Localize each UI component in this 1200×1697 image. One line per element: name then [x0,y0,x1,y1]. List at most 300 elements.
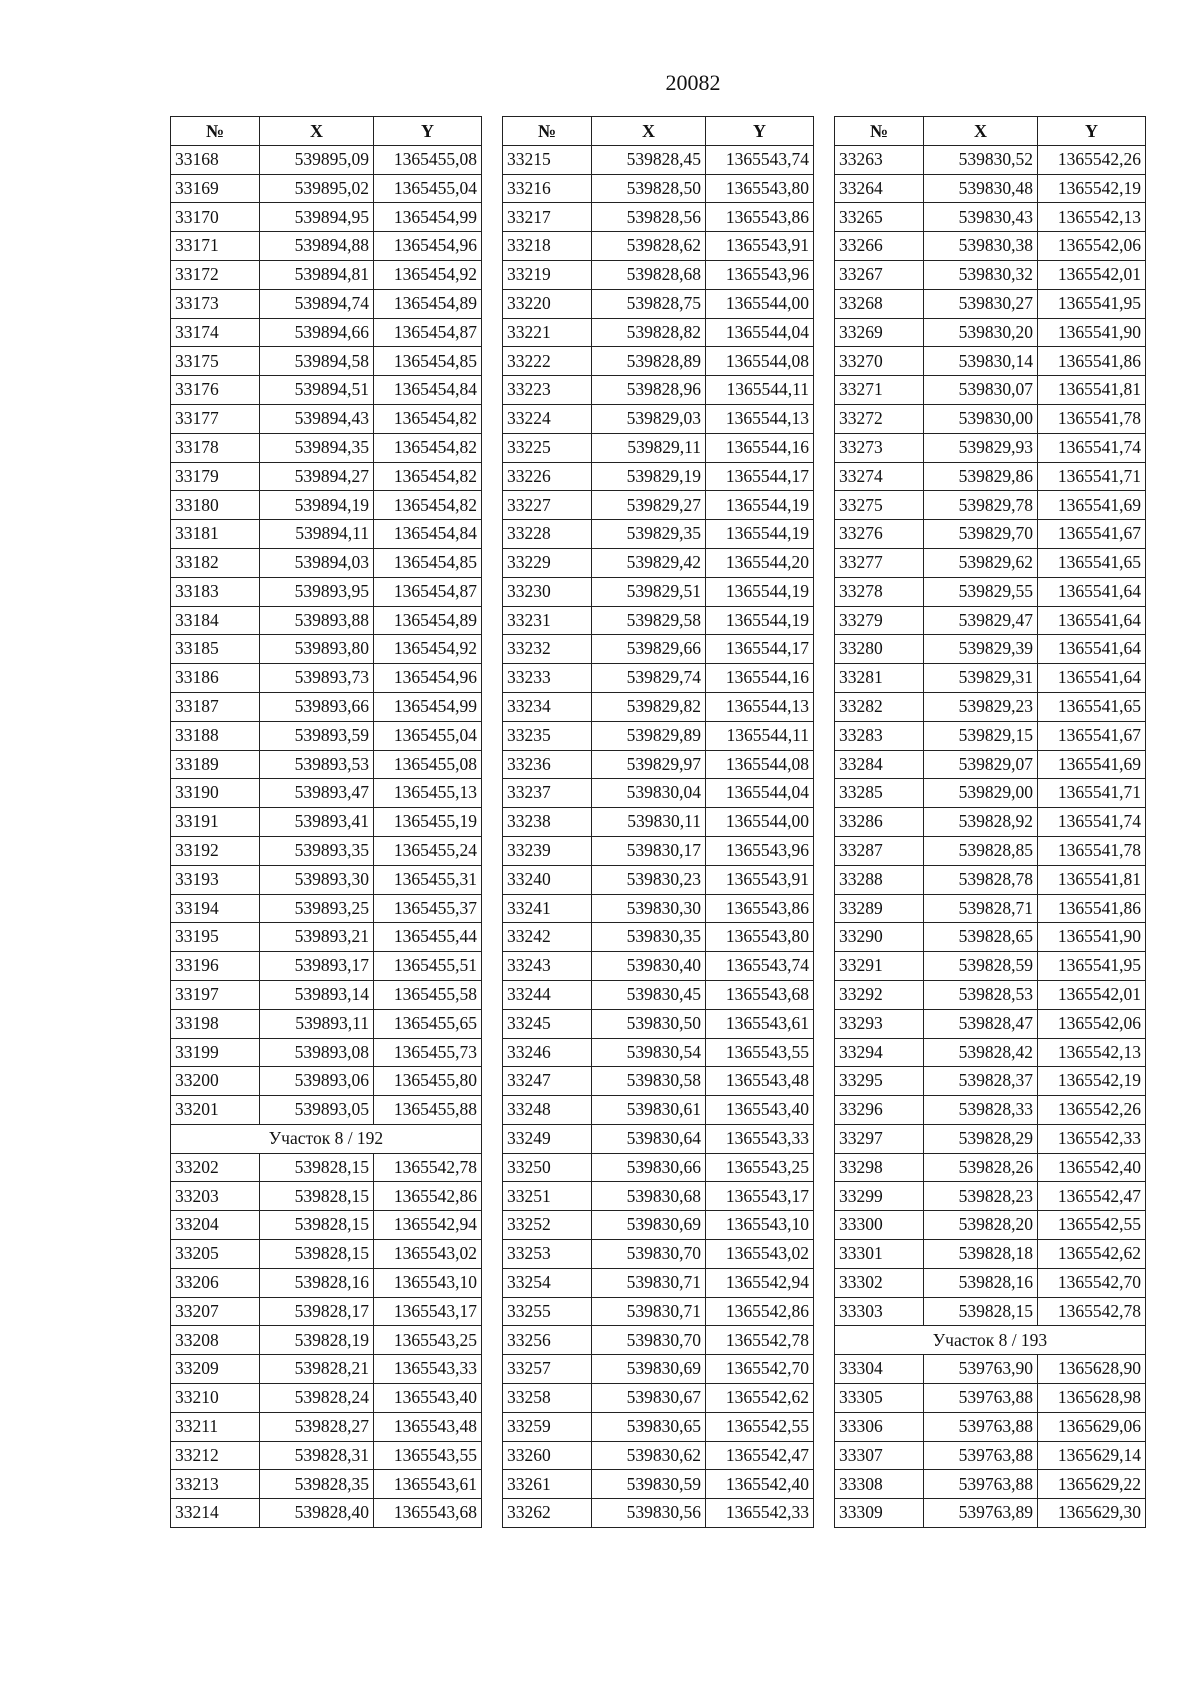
point-number-cell: 33236 [503,750,592,779]
y-coordinate-cell: 1365541,71 [1038,462,1146,491]
x-coordinate-cell: 539830,52 [924,145,1038,174]
y-coordinate-cell: 1365543,74 [706,952,814,981]
table-row [171,491,482,520]
table-row [835,692,1146,721]
y-coordinate-cell: 1365544,19 [706,491,814,520]
table-row [835,1412,1146,1441]
table-row [503,1153,814,1182]
x-coordinate-cell: 539893,88 [260,606,374,635]
y-coordinate-cell: 1365455,19 [374,808,482,837]
point-number-cell: 33244 [503,980,592,1009]
point-number-cell: 33188 [171,721,260,750]
table-row [503,635,814,664]
x-coordinate-cell: 539830,14 [924,347,1038,376]
x-coordinate-cell: 539893,17 [260,952,374,981]
table-row [835,1297,1146,1326]
point-number-cell: 33227 [503,491,592,520]
table-row [835,1009,1146,1038]
table-header-row [171,117,482,146]
y-coordinate-cell: 1365542,78 [706,1326,814,1355]
section-label: Участок 8 / 192 [171,1124,482,1153]
point-number-cell: 33253 [503,1240,592,1269]
table-row [503,1412,814,1441]
x-coordinate-cell: 539830,61 [592,1096,706,1125]
x-coordinate-cell: 539830,70 [592,1240,706,1269]
y-coordinate-cell: 1365542,33 [1038,1124,1146,1153]
x-coordinate-cell: 539893,35 [260,836,374,865]
x-coordinate-cell: 539893,66 [260,692,374,721]
point-number-cell: 33229 [503,548,592,577]
y-coordinate-cell: 1365454,87 [374,318,482,347]
header-x: X [260,117,374,146]
y-coordinate-cell: 1365541,78 [1038,836,1146,865]
x-coordinate-cell: 539830,43 [924,203,1038,232]
table-row [835,433,1146,462]
x-coordinate-cell: 539828,85 [924,836,1038,865]
y-coordinate-cell: 1365542,40 [706,1470,814,1499]
point-number-cell: 33189 [171,750,260,779]
point-number-cell: 33199 [171,1038,260,1067]
point-number-cell: 33183 [171,577,260,606]
point-number-cell: 33279 [835,606,924,635]
x-coordinate-cell: 539828,18 [924,1240,1038,1269]
x-coordinate-cell: 539895,09 [260,145,374,174]
x-coordinate-cell: 539828,17 [260,1297,374,1326]
point-number-cell: 33267 [835,260,924,289]
section-row [171,1124,482,1153]
table-row [171,664,482,693]
point-number-cell: 33187 [171,692,260,721]
y-coordinate-cell: 1365543,80 [706,923,814,952]
y-coordinate-cell: 1365454,84 [374,520,482,549]
y-coordinate-cell: 1365454,82 [374,404,482,433]
point-number-cell: 33173 [171,289,260,318]
x-coordinate-cell: 539829,47 [924,606,1038,635]
table-row [835,1067,1146,1096]
y-coordinate-cell: 1365455,13 [374,779,482,808]
x-coordinate-cell: 539893,08 [260,1038,374,1067]
x-coordinate-cell: 539828,16 [260,1268,374,1297]
table-row [503,1355,814,1384]
x-coordinate-cell: 539828,96 [592,376,706,405]
table-row [503,433,814,462]
x-coordinate-cell: 539828,15 [260,1240,374,1269]
x-coordinate-cell: 539830,62 [592,1441,706,1470]
point-number-cell: 33262 [503,1499,592,1528]
table-row [835,808,1146,837]
table-row [835,894,1146,923]
x-coordinate-cell: 539830,00 [924,404,1038,433]
table-row [835,1384,1146,1413]
point-number-cell: 33206 [171,1268,260,1297]
point-number-cell: 33209 [171,1355,260,1384]
table-row [171,894,482,923]
y-coordinate-cell: 1365454,96 [374,232,482,261]
y-coordinate-cell: 1365544,11 [706,721,814,750]
x-coordinate-cell: 539894,95 [260,203,374,232]
y-coordinate-cell: 1365542,86 [706,1297,814,1326]
y-coordinate-cell: 1365543,74 [706,145,814,174]
x-coordinate-cell: 539828,50 [592,174,706,203]
table-row [503,1211,814,1240]
table-row [835,779,1146,808]
table-row [503,145,814,174]
y-coordinate-cell: 1365543,40 [706,1096,814,1125]
point-number-cell: 33264 [835,174,924,203]
y-coordinate-cell: 1365543,68 [374,1499,482,1528]
point-number-cell: 33296 [835,1096,924,1125]
table-row [835,260,1146,289]
table-row [835,404,1146,433]
point-number-cell: 33178 [171,433,260,462]
x-coordinate-cell: 539830,17 [592,836,706,865]
point-number-cell: 33266 [835,232,924,261]
table-row [171,808,482,837]
table-row [503,1268,814,1297]
y-coordinate-cell: 1365544,08 [706,347,814,376]
x-coordinate-cell: 539893,47 [260,779,374,808]
y-coordinate-cell: 1365543,40 [374,1384,482,1413]
x-coordinate-cell: 539829,93 [924,433,1038,462]
table-row [503,750,814,779]
point-number-cell: 33193 [171,865,260,894]
x-coordinate-cell: 539828,62 [592,232,706,261]
y-coordinate-cell: 1365543,55 [706,1038,814,1067]
x-coordinate-cell: 539829,97 [592,750,706,779]
x-coordinate-cell: 539830,38 [924,232,1038,261]
point-number-cell: 33285 [835,779,924,808]
x-coordinate-cell: 539828,53 [924,980,1038,1009]
x-coordinate-cell: 539830,58 [592,1067,706,1096]
point-number-cell: 33251 [503,1182,592,1211]
point-number-cell: 33218 [503,232,592,261]
table-row [503,232,814,261]
table-row [171,1038,482,1067]
x-coordinate-cell: 539763,88 [924,1384,1038,1413]
x-coordinate-cell: 539829,39 [924,635,1038,664]
x-coordinate-cell: 539894,81 [260,260,374,289]
x-coordinate-cell: 539830,59 [592,1470,706,1499]
point-number-cell: 33208 [171,1326,260,1355]
y-coordinate-cell: 1365543,25 [374,1326,482,1355]
table-row [835,1441,1146,1470]
page-number: 20082 [665,70,721,95]
point-number-cell: 33217 [503,203,592,232]
x-coordinate-cell: 539830,11 [592,808,706,837]
x-coordinate-cell: 539895,02 [260,174,374,203]
y-coordinate-cell: 1365541,64 [1038,606,1146,635]
y-coordinate-cell: 1365455,31 [374,865,482,894]
table-row [835,1499,1146,1528]
y-coordinate-cell: 1365455,37 [374,894,482,923]
y-coordinate-cell: 1365628,98 [1038,1384,1146,1413]
y-coordinate-cell: 1365541,86 [1038,347,1146,376]
table-row [171,1326,482,1355]
table-row [171,721,482,750]
table-row [503,520,814,549]
point-number-cell: 33241 [503,894,592,923]
point-number-cell: 33238 [503,808,592,837]
x-coordinate-cell: 539893,59 [260,721,374,750]
x-coordinate-cell: 539828,40 [260,1499,374,1528]
point-number-cell: 33185 [171,635,260,664]
table-row [171,1182,482,1211]
y-coordinate-cell: 1365454,99 [374,203,482,232]
table-row [503,1124,814,1153]
table-row [171,1470,482,1499]
x-coordinate-cell: 539829,42 [592,548,706,577]
y-coordinate-cell: 1365455,65 [374,1009,482,1038]
y-coordinate-cell: 1365542,01 [1038,260,1146,289]
table-row [835,664,1146,693]
x-coordinate-cell: 539828,23 [924,1182,1038,1211]
table-row [835,1182,1146,1211]
point-number-cell: 33282 [835,692,924,721]
point-number-cell: 33243 [503,952,592,981]
y-coordinate-cell: 1365541,78 [1038,404,1146,433]
table-row [503,1240,814,1269]
x-coordinate-cell: 539894,58 [260,347,374,376]
table-row [503,289,814,318]
y-coordinate-cell: 1365541,64 [1038,577,1146,606]
table-row [835,577,1146,606]
table-row [171,433,482,462]
x-coordinate-cell: 539830,71 [592,1297,706,1326]
table-row [835,376,1146,405]
y-coordinate-cell: 1365543,02 [706,1240,814,1269]
table-row [835,462,1146,491]
table-row [171,1009,482,1038]
y-coordinate-cell: 1365543,17 [374,1297,482,1326]
point-number-cell: 33299 [835,1182,924,1211]
x-coordinate-cell: 539829,35 [592,520,706,549]
table-row [503,318,814,347]
x-coordinate-cell: 539830,07 [924,376,1038,405]
table-row [171,635,482,664]
point-number-cell: 33288 [835,865,924,894]
point-number-cell: 33222 [503,347,592,376]
x-coordinate-cell: 539894,43 [260,404,374,433]
x-coordinate-cell: 539828,16 [924,1268,1038,1297]
point-number-cell: 33292 [835,980,924,1009]
x-coordinate-cell: 539829,03 [592,404,706,433]
x-coordinate-cell: 539893,14 [260,980,374,1009]
y-coordinate-cell: 1365542,13 [1038,1038,1146,1067]
table-row [503,721,814,750]
table-row [171,404,482,433]
y-coordinate-cell: 1365541,67 [1038,520,1146,549]
table-row [171,1067,482,1096]
y-coordinate-cell: 1365543,48 [706,1067,814,1096]
y-coordinate-cell: 1365454,89 [374,606,482,635]
table-row [171,260,482,289]
y-coordinate-cell: 1365542,26 [1038,145,1146,174]
table-row [503,1067,814,1096]
x-coordinate-cell: 539828,31 [260,1441,374,1470]
y-coordinate-cell: 1365455,44 [374,923,482,952]
point-number-cell: 33258 [503,1384,592,1413]
point-number-cell: 33293 [835,1009,924,1038]
x-coordinate-cell: 539830,67 [592,1384,706,1413]
table-row [503,664,814,693]
x-coordinate-cell: 539829,82 [592,692,706,721]
point-number-cell: 33254 [503,1268,592,1297]
point-number-cell: 33191 [171,808,260,837]
x-coordinate-cell: 539830,48 [924,174,1038,203]
point-number-cell: 33216 [503,174,592,203]
point-number-cell: 33256 [503,1326,592,1355]
point-number-cell: 33281 [835,664,924,693]
point-number-cell: 33290 [835,923,924,952]
point-number-cell: 33203 [171,1182,260,1211]
x-coordinate-cell: 539829,31 [924,664,1038,693]
x-coordinate-cell: 539894,19 [260,491,374,520]
point-number-cell: 33170 [171,203,260,232]
x-coordinate-cell: 539893,73 [260,664,374,693]
point-number-cell: 33291 [835,952,924,981]
table-row [835,836,1146,865]
table-row [171,145,482,174]
table-row [835,203,1146,232]
point-number-cell: 33245 [503,1009,592,1038]
y-coordinate-cell: 1365541,69 [1038,491,1146,520]
y-coordinate-cell: 1365455,80 [374,1067,482,1096]
y-coordinate-cell: 1365541,71 [1038,779,1146,808]
point-number-cell: 33211 [171,1412,260,1441]
y-coordinate-cell: 1365542,06 [1038,1009,1146,1038]
x-coordinate-cell: 539829,23 [924,692,1038,721]
header-number: № [171,117,260,146]
header-y: Y [706,117,814,146]
x-coordinate-cell: 539829,00 [924,779,1038,808]
x-coordinate-cell: 539894,03 [260,548,374,577]
point-number-cell: 33196 [171,952,260,981]
x-coordinate-cell: 539828,92 [924,808,1038,837]
y-coordinate-cell: 1365541,65 [1038,548,1146,577]
y-coordinate-cell: 1365455,88 [374,1096,482,1125]
point-number-cell: 33177 [171,404,260,433]
point-number-cell: 33168 [171,145,260,174]
x-coordinate-cell: 539893,11 [260,1009,374,1038]
table-row [171,980,482,1009]
y-coordinate-cell: 1365454,85 [374,347,482,376]
point-number-cell: 33239 [503,836,592,865]
point-number-cell: 33210 [171,1384,260,1413]
point-number-cell: 33268 [835,289,924,318]
table-row [503,347,814,376]
point-number-cell: 33172 [171,260,260,289]
y-coordinate-cell: 1365454,84 [374,376,482,405]
point-number-cell: 33309 [835,1499,924,1528]
table-row [171,750,482,779]
point-number-cell: 33277 [835,548,924,577]
y-coordinate-cell: 1365542,86 [374,1182,482,1211]
y-coordinate-cell: 1365541,95 [1038,952,1146,981]
table-row [171,1412,482,1441]
table-row [503,404,814,433]
y-coordinate-cell: 1365629,30 [1038,1499,1146,1528]
y-coordinate-cell: 1365541,81 [1038,865,1146,894]
point-number-cell: 33221 [503,318,592,347]
y-coordinate-cell: 1365454,85 [374,548,482,577]
y-coordinate-cell: 1365543,55 [374,1441,482,1470]
y-coordinate-cell: 1365544,17 [706,635,814,664]
table-row [503,376,814,405]
table-row [503,779,814,808]
table-row [171,1153,482,1182]
x-coordinate-cell: 539830,68 [592,1182,706,1211]
x-coordinate-cell: 539829,19 [592,462,706,491]
table-row [835,1240,1146,1269]
y-coordinate-cell: 1365542,55 [1038,1211,1146,1240]
x-coordinate-cell: 539828,56 [592,203,706,232]
x-coordinate-cell: 539830,69 [592,1355,706,1384]
point-number-cell: 33283 [835,721,924,750]
x-coordinate-cell: 539894,11 [260,520,374,549]
point-number-cell: 33265 [835,203,924,232]
table-row [503,1009,814,1038]
y-coordinate-cell: 1365455,73 [374,1038,482,1067]
table-row [835,721,1146,750]
y-coordinate-cell: 1365544,11 [706,376,814,405]
point-number-cell: 33228 [503,520,592,549]
table-row [835,174,1146,203]
table-row [835,1096,1146,1125]
x-coordinate-cell: 539828,59 [924,952,1038,981]
y-coordinate-cell: 1365454,92 [374,260,482,289]
point-number-cell: 33284 [835,750,924,779]
point-number-cell: 33270 [835,347,924,376]
x-coordinate-cell: 539828,19 [260,1326,374,1355]
x-coordinate-cell: 539830,30 [592,894,706,923]
x-coordinate-cell: 539830,32 [924,260,1038,289]
point-number-cell: 33202 [171,1153,260,1182]
point-number-cell: 33294 [835,1038,924,1067]
y-coordinate-cell: 1365454,99 [374,692,482,721]
table-row [171,289,482,318]
table-row [835,318,1146,347]
y-coordinate-cell: 1365454,82 [374,491,482,520]
y-coordinate-cell: 1365542,26 [1038,1096,1146,1125]
x-coordinate-cell: 539830,69 [592,1211,706,1240]
point-number-cell: 33200 [171,1067,260,1096]
table-row [835,1470,1146,1499]
point-number-cell: 33226 [503,462,592,491]
x-coordinate-cell: 539828,78 [924,865,1038,894]
table-row [835,1038,1146,1067]
table-row [503,808,814,837]
x-coordinate-cell: 539893,05 [260,1096,374,1125]
y-coordinate-cell: 1365544,00 [706,808,814,837]
point-number-cell: 33300 [835,1211,924,1240]
point-number-cell: 33275 [835,491,924,520]
x-coordinate-cell: 539830,40 [592,952,706,981]
x-coordinate-cell: 539829,89 [592,721,706,750]
table-row [503,260,814,289]
point-number-cell: 33286 [835,808,924,837]
y-coordinate-cell: 1365629,06 [1038,1412,1146,1441]
x-coordinate-cell: 539829,51 [592,577,706,606]
x-coordinate-cell: 539830,56 [592,1499,706,1528]
y-coordinate-cell: 1365541,90 [1038,318,1146,347]
x-coordinate-cell: 539829,78 [924,491,1038,520]
table-row [835,1211,1146,1240]
y-coordinate-cell: 1365544,08 [706,750,814,779]
table-row [835,865,1146,894]
y-coordinate-cell: 1365542,78 [1038,1297,1146,1326]
point-number-cell: 33273 [835,433,924,462]
table-row [503,577,814,606]
